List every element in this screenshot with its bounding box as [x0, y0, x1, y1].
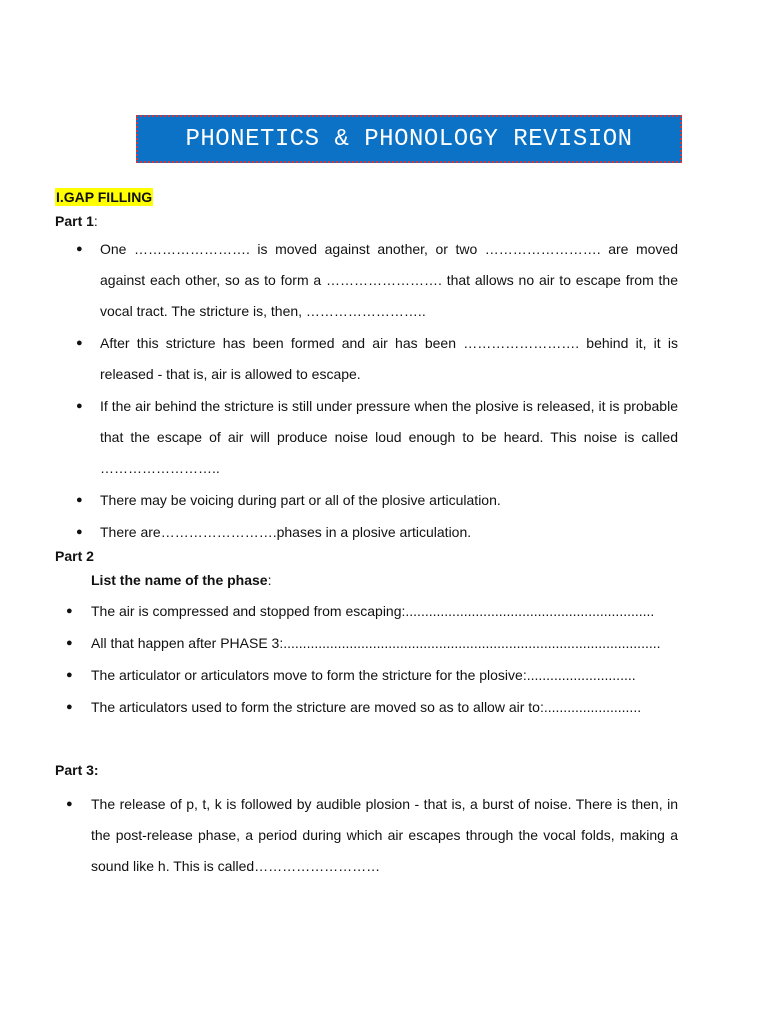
list-item	[76, 517, 678, 548]
part1-colon: :	[93, 213, 98, 229]
list-item-text: The articulator or articulators move to form the stricture for the plosive:............................	[91, 667, 636, 683]
bullet-icon: ●	[66, 798, 73, 810]
bullet-icon: ●	[76, 337, 83, 349]
bullet-icon: ●	[76, 526, 83, 538]
page-title: PHONETICS & PHONOLOGY REVISION	[185, 125, 633, 153]
part1-list	[76, 234, 678, 549]
list-item-text: The release of p, t, k is followed by audible plosion - that is, a burst of noise. There is then, in the post-release phase, a period during which air escapes through the vocal folds, making a sound like h. This is called………………………	[91, 796, 678, 874]
part2-heading: Part 2	[55, 548, 94, 564]
part3-list	[66, 789, 678, 882]
list-item-text: The articulators used to form the stricture are moved so as to allow air to:.........................	[91, 699, 642, 715]
list-item-text: All that happen after PHASE 3:.................................................................................................	[91, 635, 661, 651]
part3-heading: Part 3:	[55, 762, 99, 778]
title-banner	[136, 115, 682, 163]
list-item	[66, 665, 684, 686]
part1-heading	[55, 212, 98, 230]
bullet-icon: ●	[76, 243, 83, 255]
list-item	[66, 601, 684, 622]
part1-label: Part 1	[55, 213, 94, 229]
list-item-text: There may be voicing during part or all of the plosive articulation.	[100, 492, 501, 508]
part2-instruction-colon: :	[267, 572, 272, 588]
part2-instruction	[91, 571, 271, 589]
list-item-text: There are…………………….phases in a plosive articulation.	[100, 524, 472, 540]
list-item	[76, 391, 678, 484]
bullet-icon: ●	[66, 701, 73, 713]
part2-list	[66, 601, 684, 729]
bullet-icon: ●	[76, 400, 83, 412]
list-item	[76, 485, 678, 516]
list-item	[66, 633, 684, 654]
bullet-icon: ●	[66, 637, 73, 649]
list-item	[66, 697, 684, 718]
list-item-text: One ……………………. is moved against another, or two ……………………. are moved against each other, so as to form a ……………………. that allows no air to escape from the vocal tract. The stricture is, then, ……………………..	[100, 241, 678, 319]
part2-instruction-text: List the name of the phase	[91, 572, 268, 588]
list-item	[66, 789, 678, 882]
list-item	[76, 328, 678, 390]
list-item-text: If the air behind the stricture is still under pressure when the plosive is released, it is probable that the escape of air will produce noise loud enough to be heard. This noise is called ……………………..	[100, 398, 678, 476]
bullet-icon: ●	[66, 605, 73, 617]
list-item-text: The air is compressed and stopped from escaping:................................................................	[91, 603, 655, 619]
bullet-icon: ●	[66, 669, 73, 681]
list-item-text: After this stricture has been formed and air has been ……………………. behind it, it is released - that is, air is allowed to escape.	[100, 335, 678, 382]
section-heading: I.GAP FILLING	[56, 189, 153, 205]
bullet-icon: ●	[76, 494, 83, 506]
list-item	[76, 234, 678, 327]
